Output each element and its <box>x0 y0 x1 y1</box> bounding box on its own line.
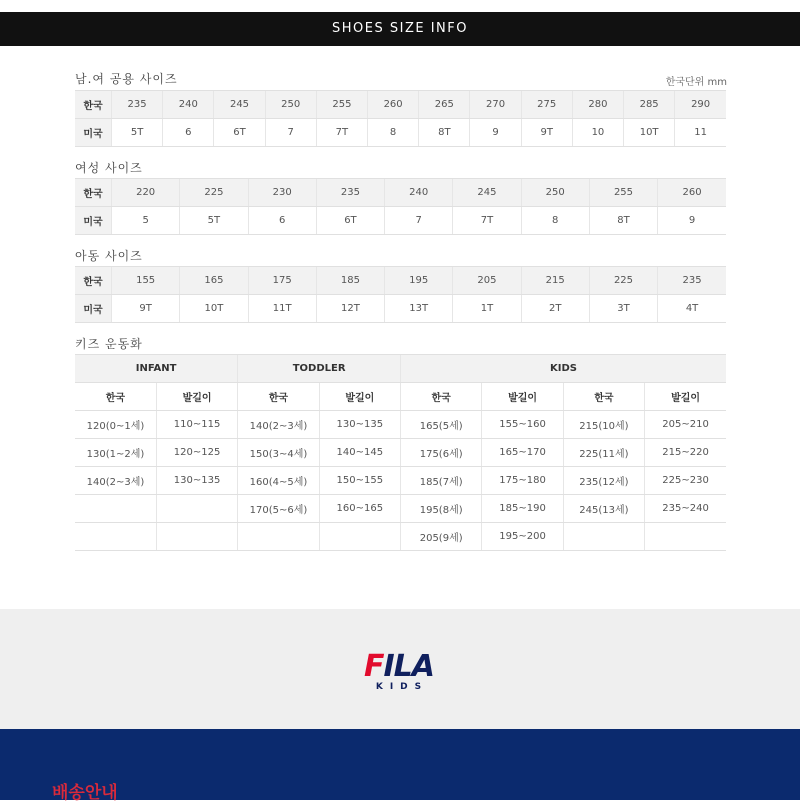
us-size-cell: 4T <box>658 295 726 323</box>
us-size-cell: 8T <box>419 119 470 147</box>
foot-length-cell: 150~155 <box>319 467 400 495</box>
korean-size-cell: 155 <box>112 267 180 295</box>
korean-label: 한국 <box>75 91 112 119</box>
foot-length-cell: 195~200 <box>482 523 563 551</box>
korean-size-cell: 195 <box>385 267 453 295</box>
unisex-section-title: 남.여 공용 사이즈 <box>75 72 178 86</box>
korean-size-cell: 185 <box>316 267 384 295</box>
us-size-cell: 8 <box>521 207 589 235</box>
korean-size-cell: 205(9세) <box>401 523 482 551</box>
korean-size-cell: 175 <box>248 267 316 295</box>
subheader-korea: 한국 <box>238 383 319 411</box>
subheader-row <box>75 383 726 411</box>
kids-shoes-section-title: 키즈 운동화 <box>75 337 143 351</box>
subheader-korea: 한국 <box>563 383 644 411</box>
unit-note: 한국단위 mm <box>665 77 727 88</box>
us-size-cell: 10T <box>180 295 248 323</box>
subheader-foot-length: 발길이 <box>645 383 726 411</box>
korean-size-cell: 195(8세) <box>401 495 482 523</box>
korean-size-cell: 250 <box>521 179 589 207</box>
korean-size-cell: 250 <box>265 91 316 119</box>
us-size-cell: 5 <box>112 207 180 235</box>
table-row <box>75 439 726 467</box>
us-size-cell: 9T <box>112 295 180 323</box>
korean-size-cell: 240 <box>163 91 214 119</box>
korean-size-cell: 230 <box>248 179 316 207</box>
subheader-foot-length: 발길이 <box>482 383 563 411</box>
us-size-cell: 2T <box>521 295 589 323</box>
us-size-cell: 12T <box>316 295 384 323</box>
women-size-table <box>75 178 726 235</box>
subheader-foot-length: 발길이 <box>319 383 400 411</box>
korean-size-row <box>75 91 726 119</box>
page-title: SHOES SIZE INFO <box>332 21 468 36</box>
foot-length-cell: 120~125 <box>156 439 237 467</box>
korean-size-cell: 150(3~4세) <box>238 439 319 467</box>
korean-size-cell: 160(4~5세) <box>238 467 319 495</box>
us-size-cell: 7 <box>265 119 316 147</box>
us-size-cell: 3T <box>589 295 657 323</box>
korean-size-cell <box>563 523 644 551</box>
us-size-cell: 10 <box>572 119 623 147</box>
korean-size-cell: 215(10세) <box>563 411 644 439</box>
korean-size-cell: 225(11세) <box>563 439 644 467</box>
korean-size-cell: 265 <box>419 91 470 119</box>
korean-size-cell: 260 <box>658 179 726 207</box>
foot-length-cell: 155~160 <box>482 411 563 439</box>
korean-size-cell: 235(12세) <box>563 467 644 495</box>
foot-length-cell: 140~145 <box>319 439 400 467</box>
korean-size-cell: 185(7세) <box>401 467 482 495</box>
korean-size-cell: 165(5세) <box>401 411 482 439</box>
foot-length-cell <box>156 523 237 551</box>
us-size-cell: 9T <box>521 119 572 147</box>
korean-size-cell: 175(6세) <box>401 439 482 467</box>
shipping-info-band <box>0 729 800 800</box>
foot-length-cell <box>156 495 237 523</box>
korean-size-cell: 140(2~3세) <box>75 467 156 495</box>
korean-size-cell: 120(0~1세) <box>75 411 156 439</box>
us-size-cell: 7T <box>453 207 521 235</box>
us-label: 미국 <box>75 207 112 235</box>
us-size-row <box>75 119 726 147</box>
foot-length-cell: 110~115 <box>156 411 237 439</box>
korean-size-cell: 170(5~6세) <box>238 495 319 523</box>
group-kids: KIDS <box>401 355 727 383</box>
korean-size-cell: 255 <box>316 91 367 119</box>
us-size-cell: 13T <box>385 295 453 323</box>
foot-length-cell: 185~190 <box>482 495 563 523</box>
korean-size-cell: 225 <box>589 267 657 295</box>
us-size-cell: 6 <box>248 207 316 235</box>
foot-length-cell: 215~220 <box>645 439 726 467</box>
korean-label: 한국 <box>75 179 112 207</box>
foot-length-cell: 175~180 <box>482 467 563 495</box>
header-title-bar <box>0 12 800 46</box>
korean-label: 한국 <box>75 267 112 295</box>
foot-length-cell: 160~165 <box>319 495 400 523</box>
korean-size-cell <box>75 495 156 523</box>
us-size-cell: 1T <box>453 295 521 323</box>
korean-size-cell: 275 <box>521 91 572 119</box>
korean-size-row <box>75 179 726 207</box>
korean-size-row <box>75 267 726 295</box>
korean-size-cell: 235 <box>658 267 726 295</box>
subheader-korea: 한국 <box>75 383 156 411</box>
korean-size-cell <box>238 523 319 551</box>
subheader-foot-length: 발길이 <box>156 383 237 411</box>
korean-size-cell: 270 <box>470 91 521 119</box>
subheader-korea: 한국 <box>401 383 482 411</box>
us-size-cell: 8 <box>368 119 419 147</box>
us-size-cell: 7T <box>316 119 367 147</box>
korean-size-cell: 245(13세) <box>563 495 644 523</box>
fila-kids-logo <box>359 649 439 692</box>
foot-length-cell: 225~230 <box>645 467 726 495</box>
group-infant: INFANT <box>75 355 238 383</box>
us-size-cell: 5T <box>112 119 163 147</box>
table-row <box>75 467 726 495</box>
shipping-info-title: 배송안내 <box>52 783 118 803</box>
children-section-title: 아동 사이즈 <box>75 249 143 263</box>
korean-size-cell: 285 <box>624 91 675 119</box>
us-size-cell: 6 <box>163 119 214 147</box>
us-size-cell: 7 <box>385 207 453 235</box>
children-size-table <box>75 266 726 323</box>
korean-size-cell: 215 <box>521 267 589 295</box>
foot-length-cell <box>319 523 400 551</box>
foot-length-cell: 205~210 <box>645 411 726 439</box>
korean-size-cell: 235 <box>112 91 163 119</box>
korean-size-cell: 235 <box>316 179 384 207</box>
group-toddler: TODDLER <box>238 355 401 383</box>
age-group-row <box>75 355 726 383</box>
korean-size-cell: 260 <box>368 91 419 119</box>
logo-subtext: KIDS <box>375 682 429 692</box>
korean-size-cell: 130(1~2세) <box>75 439 156 467</box>
us-size-cell: 6T <box>316 207 384 235</box>
korean-size-cell: 220 <box>112 179 180 207</box>
table-row <box>75 523 726 551</box>
us-size-cell: 5T <box>180 207 248 235</box>
korean-size-cell: 165 <box>180 267 248 295</box>
women-section-title: 여성 사이즈 <box>75 161 143 175</box>
us-label: 미국 <box>75 119 112 147</box>
us-size-row <box>75 207 726 235</box>
us-size-cell: 9 <box>658 207 726 235</box>
foot-length-cell <box>645 523 726 551</box>
us-size-cell: 8T <box>589 207 657 235</box>
korean-size-cell: 240 <box>385 179 453 207</box>
logo-wordmark: FILA <box>364 649 434 684</box>
us-size-cell: 6T <box>214 119 265 147</box>
table-row <box>75 495 726 523</box>
foot-length-cell: 130~135 <box>319 411 400 439</box>
korean-size-cell: 290 <box>675 91 726 119</box>
foot-length-cell: 130~135 <box>156 467 237 495</box>
us-size-row <box>75 295 726 323</box>
table-row <box>75 411 726 439</box>
us-size-cell: 11T <box>248 295 316 323</box>
unisex-size-table <box>75 90 726 147</box>
kids-shoes-table <box>75 354 726 551</box>
korean-size-cell <box>75 523 156 551</box>
us-label: 미국 <box>75 295 112 323</box>
korean-size-cell: 255 <box>589 179 657 207</box>
us-size-cell: 11 <box>675 119 726 147</box>
korean-size-cell: 245 <box>453 179 521 207</box>
korean-size-cell: 225 <box>180 179 248 207</box>
foot-length-cell: 235~240 <box>645 495 726 523</box>
us-size-cell: 9 <box>470 119 521 147</box>
us-size-cell: 10T <box>624 119 675 147</box>
korean-size-cell: 245 <box>214 91 265 119</box>
korean-size-cell: 140(2~3세) <box>238 411 319 439</box>
foot-length-cell: 165~170 <box>482 439 563 467</box>
korean-size-cell: 280 <box>572 91 623 119</box>
korean-size-cell: 205 <box>453 267 521 295</box>
